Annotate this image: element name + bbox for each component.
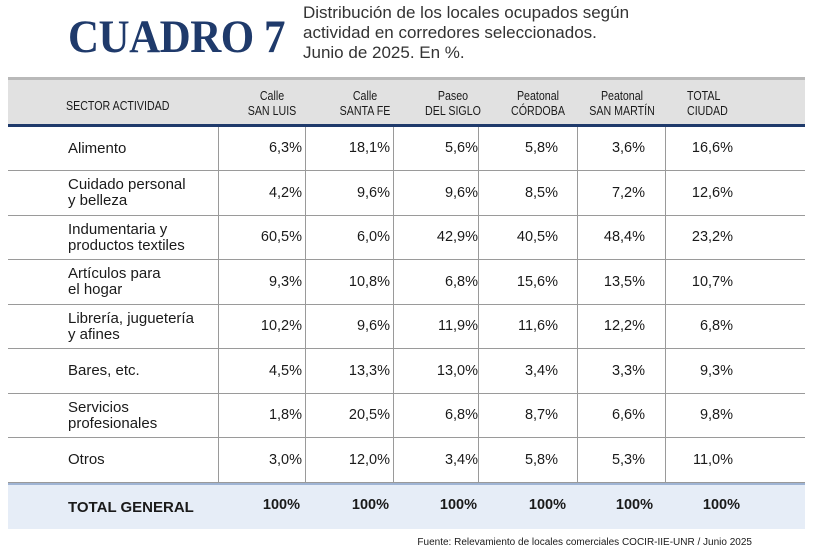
table-cell: 4,5%: [268, 362, 302, 379]
table-cell: 12,6%: [691, 184, 733, 201]
table-cell: 8,7%: [524, 407, 558, 423]
row-label: [68, 394, 218, 437]
table-cell: 11,0%: [692, 451, 733, 468]
column-divider: [305, 127, 306, 483]
column-header-line: CÓRDOBA: [511, 103, 565, 118]
row-label-line: Servicios: [68, 398, 129, 416]
table-row: [8, 439, 805, 483]
table-cell: 10,7%: [691, 273, 733, 290]
table-cell: 8,5%: [524, 184, 558, 201]
table-cell: 11,9%: [437, 318, 478, 334]
table-cell: 1,8%: [268, 407, 302, 423]
table-cell: 7,2%: [611, 184, 645, 201]
table-cell: 9,8%: [699, 407, 733, 423]
row-label-line: y afines: [68, 325, 120, 343]
table-cell: 4,2%: [268, 184, 302, 201]
row-label: [68, 439, 218, 482]
total-cell: 100%: [615, 497, 653, 513]
table-cell: 15,6%: [516, 273, 558, 290]
column-divider: [478, 127, 479, 483]
table-cell: 6,8%: [444, 407, 478, 423]
row-label-line: Alimento: [68, 139, 127, 157]
row-label-line: Otros: [68, 451, 105, 468]
column-header-line: SAN MARTÍN: [589, 103, 655, 118]
subtitle-line: actividad en corredores seleccionados.: [303, 23, 597, 42]
table-cell: 9,6%: [356, 184, 390, 201]
column-header: [416, 88, 490, 118]
subtitle-line: Distribución de los locales ocupados según: [303, 3, 630, 22]
table-row: [8, 350, 805, 394]
table-cell: 9,6%: [444, 184, 478, 201]
table-cell: 13,3%: [348, 362, 390, 379]
column-divider: [665, 127, 666, 483]
table-cell: 3,4%: [444, 451, 478, 468]
table-cell: 5,8%: [524, 451, 558, 468]
total-cell: 100%: [702, 497, 740, 513]
column-divider: [577, 127, 578, 483]
table-row: [8, 172, 805, 216]
row-label: [68, 305, 218, 348]
table-cell: 11,6%: [517, 318, 558, 334]
table-cell: 6,6%: [611, 407, 645, 423]
row-label-line: productos textiles: [68, 236, 185, 254]
column-header-line: DEL SIGLO: [425, 103, 481, 118]
table-cell: 18,1%: [348, 140, 390, 156]
page-title: CUADRO 7: [68, 11, 285, 63]
column-header-line: Calle: [352, 88, 378, 103]
table-cell: 9,3%: [268, 273, 302, 290]
row-label-line: Librería, juguetería: [68, 309, 194, 327]
total-cell: 100%: [439, 497, 477, 513]
table-cell: 13,5%: [603, 273, 645, 290]
column-header-line: TOTAL: [687, 88, 721, 103]
row-label-line: profesionales: [68, 414, 158, 432]
total-cell: 100%: [351, 497, 389, 513]
table-cell: 3,0%: [268, 451, 302, 468]
column-header: [235, 88, 309, 118]
table-cell: 20,5%: [348, 407, 390, 423]
table-row: [8, 127, 805, 171]
table-cell: 3,6%: [611, 140, 645, 156]
table-cell: 40,5%: [516, 229, 558, 245]
row-label-line: y belleza: [68, 192, 128, 209]
table-cell: 9,3%: [699, 362, 733, 379]
table-cell: 6,3%: [268, 140, 302, 156]
table-cell: 3,4%: [524, 362, 558, 379]
table-cell: 23,2%: [691, 229, 733, 245]
column-header-line: Peatonal: [600, 88, 644, 103]
row-label: [68, 261, 218, 304]
column-header: [328, 88, 402, 118]
table-row: [8, 394, 805, 438]
row-label: [68, 127, 218, 170]
source-note: Fuente: Relevamiento de locales comerciales COCIR-IIE-UNR / Junio 2025: [417, 537, 752, 548]
column-header-line: Paseo: [437, 88, 469, 103]
row-label-line: Artículos para: [68, 265, 161, 282]
total-label: TOTAL GENERAL: [68, 499, 194, 516]
table-cell: 3,3%: [611, 362, 645, 379]
row-label-line: Bares, etc.: [68, 362, 140, 379]
table-cell: 6,0%: [356, 229, 390, 245]
table-cell: 5,3%: [611, 451, 645, 468]
data-table: [8, 77, 805, 529]
total-cell: 100%: [262, 497, 300, 513]
row-label-line: Indumentaria y: [68, 220, 168, 238]
column-header: [585, 88, 659, 118]
table-cell: 48,4%: [603, 229, 645, 245]
table-cell: 10,8%: [348, 273, 390, 290]
table-cell: 42,9%: [436, 229, 478, 245]
table-cell: 16,6%: [691, 140, 733, 156]
total-row: [8, 483, 805, 529]
table-cell: 6,8%: [699, 318, 733, 334]
table-cell: 10,2%: [260, 318, 302, 334]
row-label: [68, 216, 218, 259]
table-cell: 12,0%: [348, 451, 390, 468]
page-header: [0, 0, 820, 78]
table-cell: 9,6%: [356, 318, 390, 334]
table-cell: 5,8%: [524, 140, 558, 156]
column-divider: [393, 127, 394, 483]
column-header-line: CIUDAD: [687, 103, 728, 118]
table-row: [8, 305, 805, 349]
page-subtitle: [303, 3, 733, 63]
table-row: [8, 261, 805, 305]
column-header-line: Peatonal: [516, 88, 560, 103]
table-cell: 5,6%: [444, 140, 478, 156]
column-header-line: Calle: [259, 88, 285, 103]
column-header-sector: SECTOR ACTIVIDAD: [66, 98, 170, 113]
column-header-line: SAN LUIS: [247, 103, 297, 118]
column-header-line: SANTA FE: [339, 103, 391, 118]
row-label: [68, 350, 218, 393]
table-cell: 12,2%: [603, 318, 645, 334]
table-cell: 13,0%: [436, 362, 478, 379]
column-header: [687, 88, 761, 118]
total-cell: 100%: [528, 497, 566, 513]
table-row: [8, 216, 805, 260]
row-label-line: el hogar: [68, 281, 123, 298]
row-label-line: Cuidado personal: [68, 176, 186, 193]
table-cell: 6,8%: [444, 273, 478, 290]
table-header: [8, 77, 805, 127]
subtitle-line: Junio de 2025. En %.: [303, 43, 465, 62]
column-header: [501, 88, 575, 118]
row-label: [68, 172, 218, 215]
column-divider: [218, 127, 219, 483]
table-cell: 60,5%: [260, 229, 302, 245]
